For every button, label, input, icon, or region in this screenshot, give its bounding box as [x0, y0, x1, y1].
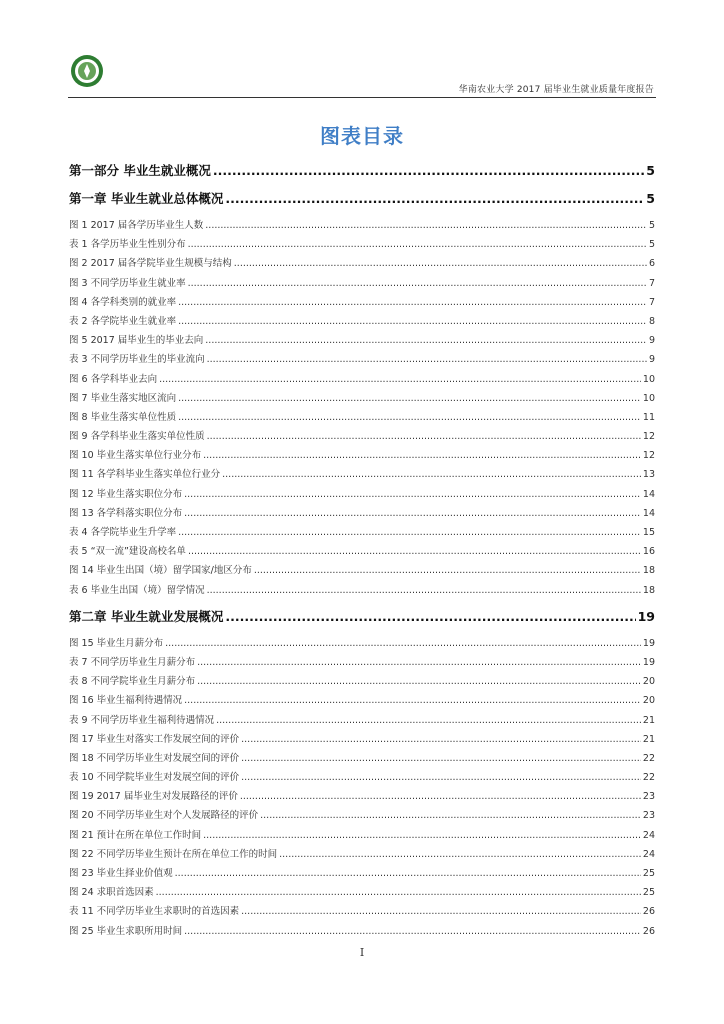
toc-entry-page: 22 — [642, 772, 655, 784]
toc-leader-dots — [178, 408, 641, 427]
toc-figure-entry[interactable] — [69, 542, 655, 561]
toc-leader-dots — [240, 787, 641, 806]
toc-entry-page: 25 — [642, 868, 655, 879]
toc-entry-page: 26 — [642, 925, 655, 937]
toc-leader-dots — [207, 350, 647, 369]
toc-leader-dots — [197, 653, 641, 672]
toc-entry-page: 24 — [642, 829, 655, 841]
toc-entry-label: 图 22 不同学历毕业生预计在所在单位工作的时间 — [69, 848, 278, 860]
toc-leader-dots — [184, 922, 641, 941]
toc-entry-label: 表 5 “双一流”建设高校名单 — [69, 546, 186, 558]
toc-figure-entry[interactable] — [69, 806, 655, 825]
toc-entry-label: 图 3 不同学历毕业生就业率 — [69, 277, 186, 289]
toc-entry-page: 12 — [642, 431, 655, 443]
toc-entry-label: 第一章 毕业生就业总体概况 — [69, 191, 224, 206]
toc-entry-page: 14 — [642, 507, 655, 519]
toc-leader-dots — [184, 485, 641, 504]
toc-leader-dots — [197, 672, 641, 691]
toc-entry-label: 图 1 2017 届各学历毕业生人数 — [69, 220, 204, 231]
toc-figure-entry[interactable] — [69, 691, 655, 710]
toc-entry-label: 图 19 2017 届毕业生对发展路径的评价 — [69, 791, 238, 803]
toc-leader-dots — [207, 427, 641, 446]
toc-entry-label: 图 17 毕业生对落实工作发展空间的评价 — [69, 733, 240, 745]
toc-figure-entry[interactable] — [69, 672, 655, 691]
toc-entry-label: 图 11 各学科毕业生落实单位行业分 — [69, 469, 221, 481]
toc-leader-dots — [241, 902, 641, 921]
toc-entry-label: 表 3 不同学历毕业生的毕业流向 — [69, 354, 205, 366]
toc-figure-entry[interactable] — [69, 561, 655, 580]
toc-entry-label: 第一部分 毕业生就业概况 — [69, 163, 211, 178]
toc-leader-dots — [203, 826, 641, 845]
toc-entry-label: 图 13 各学科落实职位分布 — [69, 507, 183, 519]
toc-entry-page: 19 — [637, 608, 655, 624]
toc-figure-entry[interactable] — [69, 216, 655, 235]
toc-figure-entry[interactable] — [69, 845, 655, 864]
toc-leader-dots — [184, 691, 641, 710]
toc-entry-label: 表 10 不同学院毕业生对发展空间的评价 — [69, 772, 240, 784]
toc-entry-label: 图 9 各学科毕业生落实单位性质 — [69, 431, 205, 443]
toc-entry-page: 19 — [642, 656, 655, 668]
toc-leader-dots — [260, 806, 641, 825]
toc-figure-entry[interactable] — [69, 864, 655, 883]
toc-figure-entry[interactable] — [69, 711, 655, 730]
toc-figure-entry[interactable] — [69, 581, 655, 600]
toc-figure-entry[interactable] — [69, 389, 655, 408]
toc-leader-dots — [178, 389, 641, 408]
toc-leader-dots — [203, 446, 641, 465]
toc-entry-label: 图 4 各学科类别的就业率 — [69, 296, 177, 308]
toc-entry-label: 图 20 不同学历毕业生对个人发展路径的评价 — [69, 810, 259, 822]
toc-figure-entry[interactable] — [69, 274, 655, 293]
toc-figure-entry[interactable] — [69, 504, 655, 523]
toc-leader-dots — [188, 274, 647, 293]
header-divider — [68, 97, 656, 98]
toc-entry-page: 5 — [646, 191, 655, 206]
toc-entry-page: 5 — [648, 220, 655, 231]
toc-entry-label: 图 18 不同学历毕业生对发展空间的评价 — [69, 752, 240, 764]
toc-figure-entry[interactable] — [69, 465, 655, 484]
toc-entry-page: 7 — [648, 277, 655, 289]
toc-leader-dots — [184, 504, 641, 523]
toc-entry-page: 9 — [648, 354, 655, 366]
toc-leader-dots — [216, 711, 641, 730]
toc-entry-label: 表 2 各学院毕业生就业率 — [69, 315, 177, 327]
toc-entry-page: 8 — [648, 315, 655, 327]
toc-entry-label: 图 16 毕业生福利待遇情况 — [69, 695, 183, 707]
toc-leader-dots — [213, 160, 644, 182]
toc-figure-entry[interactable] — [69, 254, 655, 273]
toc-figure-entry[interactable] — [69, 293, 655, 312]
toc-entry-page: 19 — [642, 637, 655, 649]
toc-entry-page: 5 — [646, 163, 655, 178]
toc-entry-page: 12 — [642, 450, 655, 462]
toc-entry-label: 图 10 毕业生落实单位行业分布 — [69, 450, 202, 462]
toc-entry-label: 图 23 毕业生择业价值观 — [69, 868, 173, 879]
toc-entry-page: 20 — [642, 676, 655, 688]
toc-entry-label: 表 9 不同学历毕业生福利待遇情况 — [69, 714, 215, 726]
toc-entry-page: 23 — [642, 791, 655, 803]
toc-leader-dots — [178, 312, 647, 331]
toc-figure-entry[interactable] — [69, 922, 655, 941]
toc-entry-page: 24 — [642, 848, 655, 860]
toc-leader-dots — [254, 561, 641, 580]
toc-leader-dots — [207, 581, 641, 600]
toc-entry-page: 18 — [642, 565, 655, 577]
toc-entry-label: 图 8 毕业生落实单位性质 — [69, 411, 177, 423]
toc-leader-dots — [279, 845, 641, 864]
toc-figure-entry[interactable] — [69, 235, 655, 254]
toc-entry-page: 14 — [642, 488, 655, 500]
toc-figure-entry[interactable] — [69, 350, 655, 369]
toc-entry-page: 15 — [642, 527, 655, 538]
toc-leader-dots — [234, 254, 647, 273]
toc-figure-entry[interactable] — [69, 883, 655, 902]
toc-entry-label: 表 7 不同学历毕业生月薪分布 — [69, 656, 196, 668]
toc-entry-label: 图 7 毕业生落实地区流向 — [69, 392, 177, 404]
toc-figure-entry[interactable] — [69, 485, 655, 504]
toc-figure-entry[interactable] — [69, 427, 655, 446]
toc-entry-page: 9 — [648, 335, 655, 347]
toc-entry-page: 21 — [642, 714, 655, 726]
table-of-contents — [69, 160, 655, 941]
toc-figure-entry[interactable] — [69, 768, 655, 787]
toc-entry-page: 21 — [642, 733, 655, 745]
header-title: 华南农业大学 2017 届毕业生就业质量年度报告 — [458, 85, 654, 95]
toc-entry-page: 7 — [648, 296, 655, 308]
toc-leader-dots — [205, 216, 647, 235]
toc-leader-dots — [241, 730, 641, 749]
toc-figure-entry[interactable] — [69, 331, 655, 350]
toc-entry-label: 图 24 求职首选因素 — [69, 887, 154, 899]
toc-chapter-entry[interactable] — [69, 188, 655, 210]
toc-leader-dots — [178, 523, 641, 542]
toc-entry-label: 表 4 各学院毕业生升学率 — [69, 527, 177, 538]
toc-entry-page: 18 — [642, 584, 655, 596]
toc-figure-entry[interactable] — [69, 370, 655, 389]
toc-entry-label: 第二章 毕业生就业发展概况 — [69, 608, 224, 624]
toc-figure-entry[interactable] — [69, 634, 655, 653]
toc-figure-entry[interactable] — [69, 446, 655, 465]
toc-entry-page: 10 — [642, 392, 655, 404]
toc-entry-label: 图 5 2017 届毕业生的毕业去向 — [69, 335, 204, 347]
toc-entry-label: 图 25 毕业生求职所用时间 — [69, 925, 183, 937]
toc-entry-label: 图 15 毕业生月薪分布 — [69, 637, 164, 649]
toc-figure-entry[interactable] — [69, 730, 655, 749]
toc-leader-dots — [159, 370, 641, 389]
toc-entry-label: 表 6 毕业生出国（境）留学情况 — [69, 584, 205, 596]
toc-entry-label: 图 21 预计在所在单位工作时间 — [69, 829, 202, 841]
toc-entry-page: 10 — [642, 373, 655, 385]
toc-entry-page: 26 — [642, 906, 655, 918]
toc-entry-label: 图 12 毕业生落实职位分布 — [69, 488, 183, 500]
toc-figure-entry[interactable] — [69, 826, 655, 845]
toc-entry-label: 表 8 不同学院毕业生月薪分布 — [69, 676, 196, 688]
toc-entry-page: 20 — [642, 695, 655, 707]
toc-entry-page: 25 — [642, 887, 655, 899]
toc-entry-page: 6 — [648, 258, 655, 270]
toc-title: 图表目录 — [320, 124, 404, 148]
toc-figure-entry[interactable] — [69, 902, 655, 921]
toc-figure-entry[interactable] — [69, 523, 655, 542]
toc-leader-dots — [205, 331, 647, 350]
toc-leader-dots — [222, 465, 641, 484]
toc-figure-entry[interactable] — [69, 408, 655, 427]
toc-leader-dots — [178, 293, 647, 312]
toc-figure-entry[interactable] — [69, 787, 655, 806]
toc-leader-dots — [156, 883, 641, 902]
toc-entry-label: 表 11 不同学历毕业生求职时的首选因素 — [69, 906, 240, 918]
toc-leader-dots — [188, 542, 641, 561]
toc-figure-entry[interactable] — [69, 653, 655, 672]
toc-figure-entry[interactable] — [69, 749, 655, 768]
toc-entry-page: 5 — [648, 239, 655, 251]
toc-chapter-entry[interactable] — [69, 160, 655, 182]
toc-figure-entry[interactable] — [69, 312, 655, 331]
toc-leader-dots — [241, 749, 641, 768]
toc-leader-dots — [225, 188, 644, 210]
toc-entry-page: 23 — [642, 810, 655, 822]
toc-leader-dots — [225, 606, 635, 628]
toc-entry-page: 13 — [642, 469, 655, 481]
toc-leader-dots — [188, 235, 647, 254]
toc-entry-page: 22 — [642, 752, 655, 764]
toc-entry-page: 11 — [642, 411, 655, 423]
page-number: I — [359, 946, 365, 959]
toc-entry-label: 图 14 毕业生出国（境）留学国家/地区分布 — [69, 565, 252, 577]
toc-entry-label: 图 2 2017 届各学院毕业生规模与结构 — [69, 258, 232, 270]
toc-entry-label: 表 1 各学历毕业生性别分布 — [69, 239, 186, 251]
toc-leader-dots — [165, 634, 641, 653]
toc-chapter-entry[interactable] — [69, 606, 655, 628]
toc-entry-label: 图 6 各学科毕业去向 — [69, 373, 158, 385]
toc-leader-dots — [241, 768, 641, 787]
toc-leader-dots — [175, 864, 641, 883]
toc-entry-page: 16 — [642, 546, 655, 558]
